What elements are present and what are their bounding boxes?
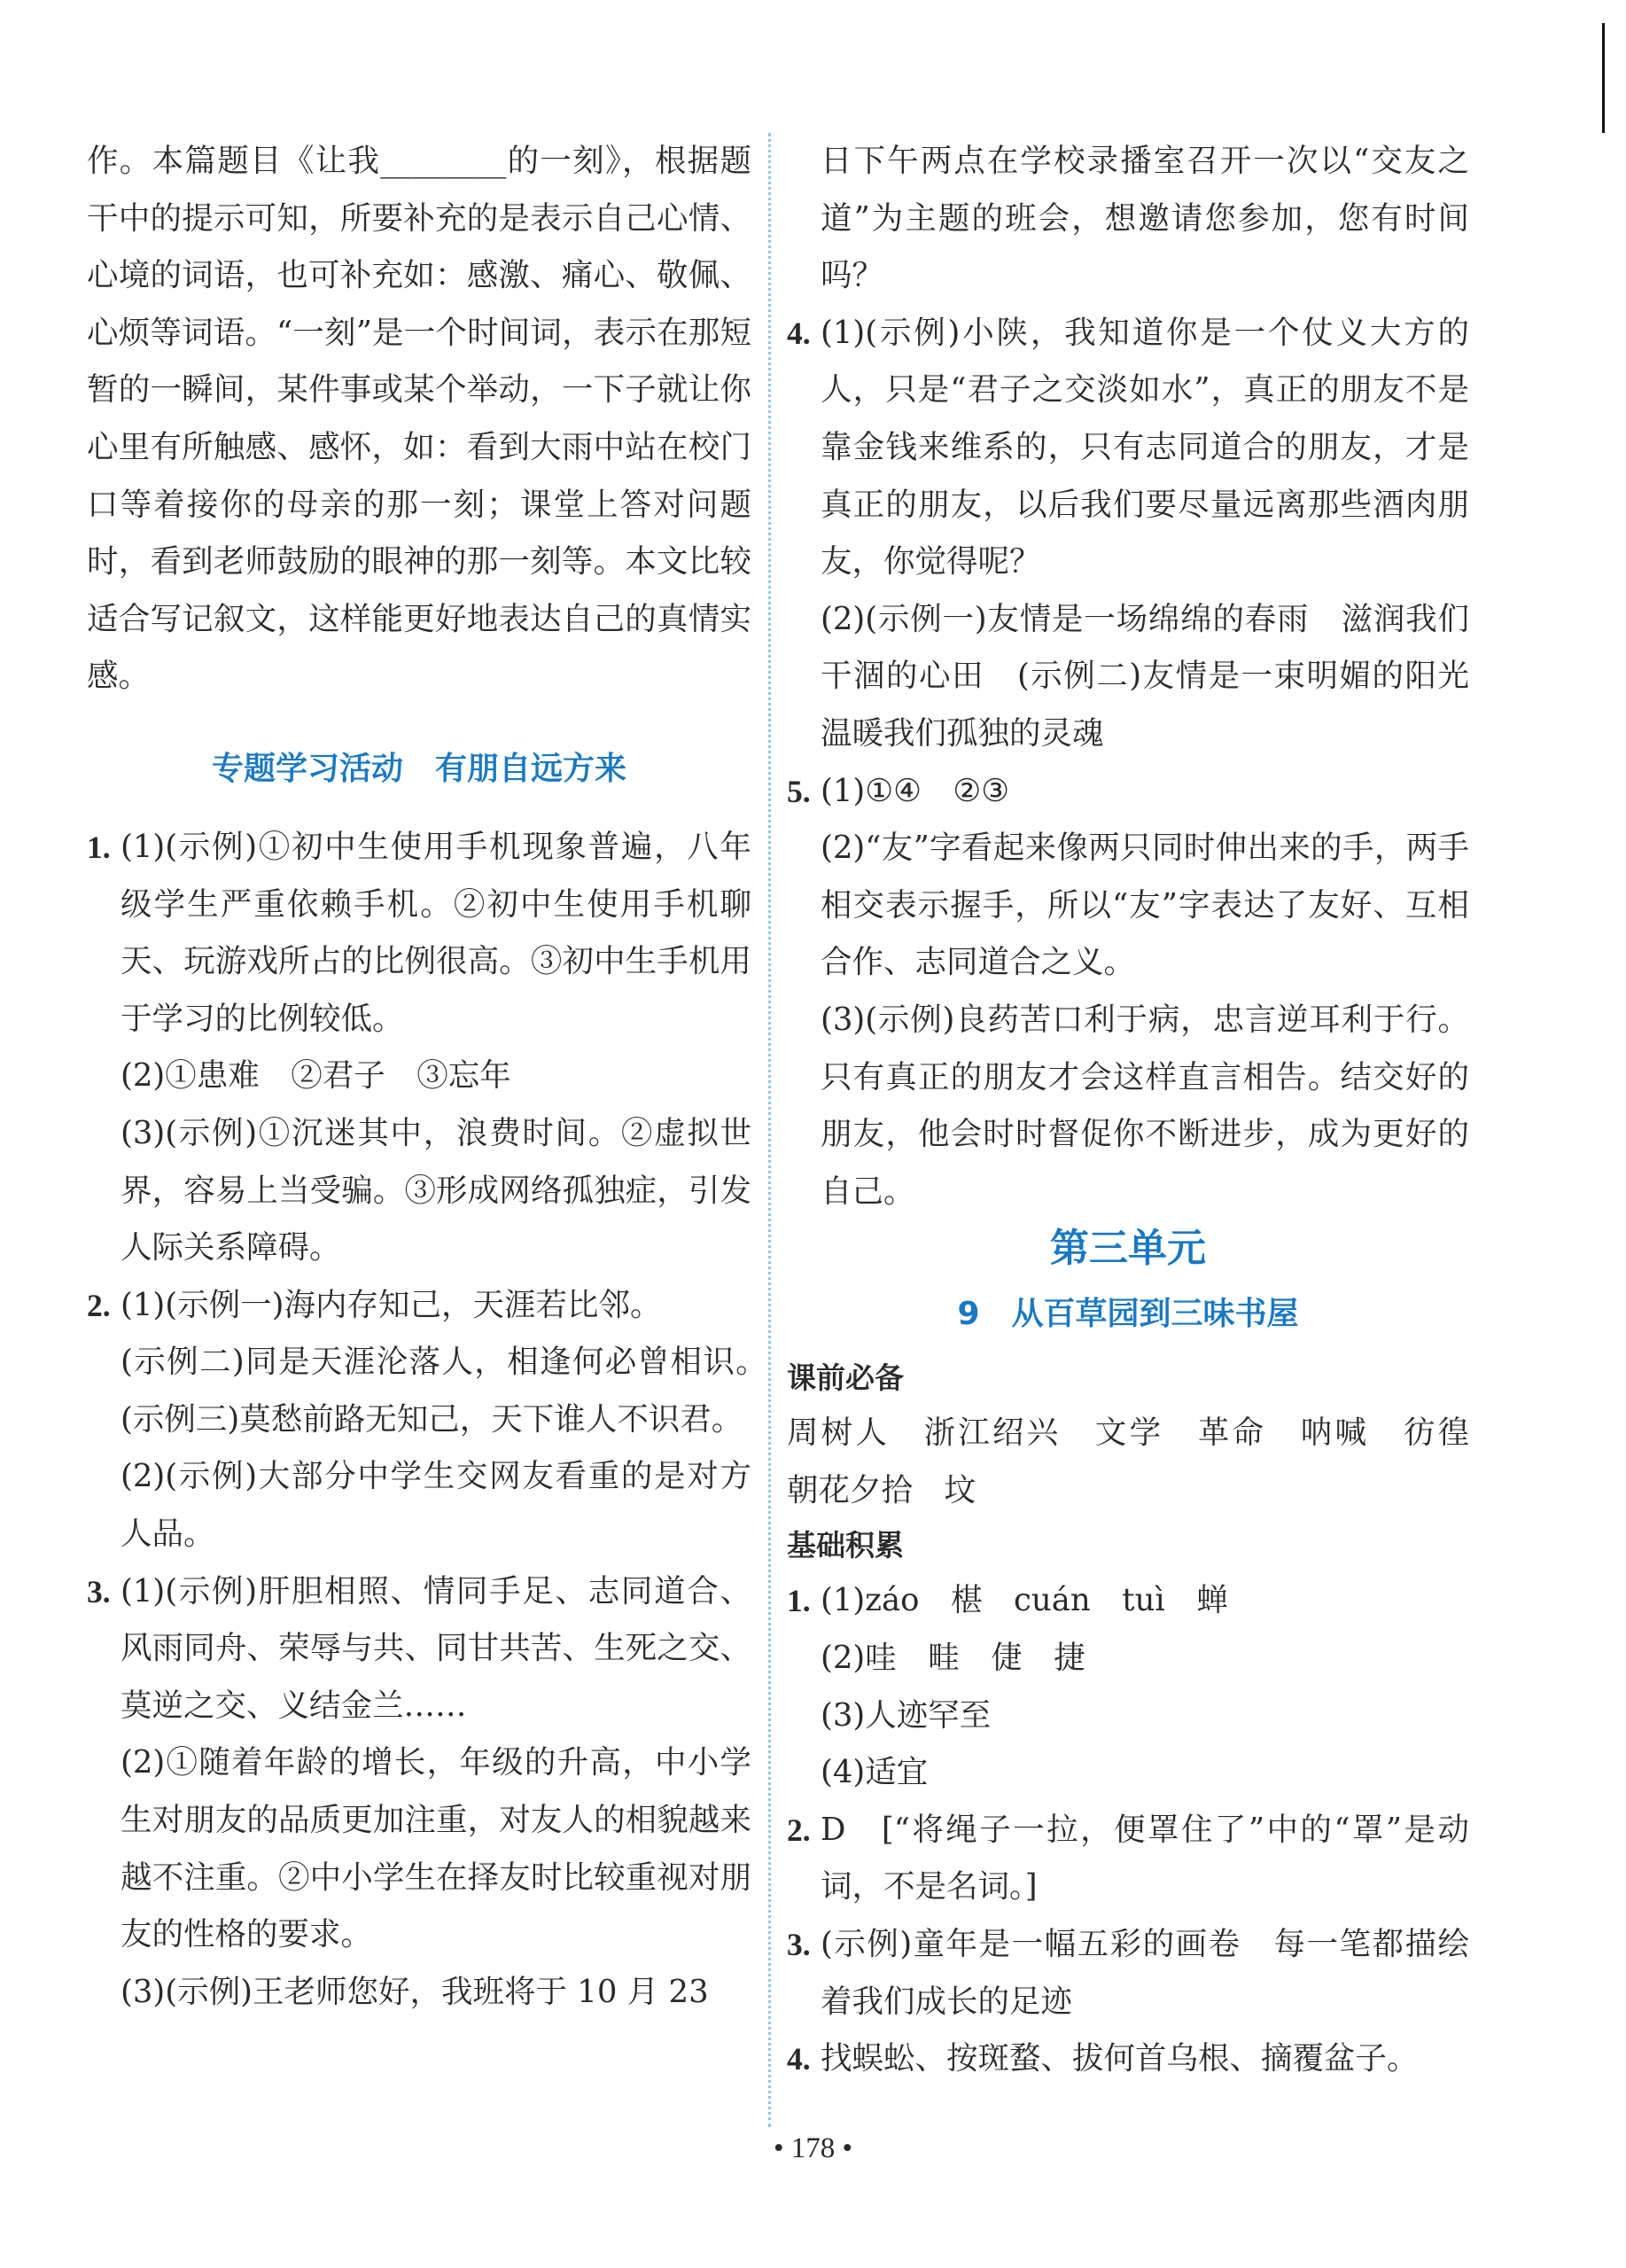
basic-item: [787, 1916, 1469, 2030]
answer-part: (1)(示例)小陕，我知道你是一个仗义大方的人，只是“君子之交淡如水”，真正的朋友不是靠金钱来维系的，只有志同道合的朋友，才是真正的朋友，以后我们要尽量远离那些酒肉朋友，你觉得呢？: [821, 314, 1469, 581]
answer-part: (3)人迹罕至: [821, 1696, 992, 1734]
left-column: [87, 133, 783, 2021]
answer-item: [787, 763, 1469, 1221]
answer-part: (3)(示例)王老师您好，我班将于 10 月 23: [121, 1973, 709, 2010]
item-number: 4.: [787, 315, 811, 351]
basic-label: 基础积累: [787, 1528, 904, 1563]
item-number: 2.: [787, 1812, 811, 1848]
answer-part: (2)(示例)大部分中学生交网友看重的是对方人品。: [121, 1458, 751, 1553]
page-number: • 178 •: [773, 2132, 853, 2164]
basic-item: [787, 1572, 1469, 1801]
item-number: 3.: [787, 1927, 811, 1963]
answer-part: (1)záo 椹 cuán tuì 蝉: [821, 1582, 1228, 1619]
item-number: 2.: [87, 1287, 111, 1323]
answer-item: [87, 1563, 751, 2022]
answer-part: (1)(示例)肝胆相照、情同手足、志同道合、风雨同舟、荣辱与共、同甘共苦、生死之交、莫逆之交、义结金兰……: [121, 1572, 751, 1724]
answer-part: (示例)童年是一幅五彩的画卷 每一笔都描绘着我们成长的足迹: [821, 1926, 1469, 2020]
item-number: 1.: [87, 829, 111, 865]
answer-part: (示例二)同是天涯沦落人，相逢何必曾相识。 (示例三)莫愁前路无知己，天下谁人不识君。: [121, 1344, 783, 1438]
answer-part: (3)(示例)良药苦口利于病，忠言逆耳利于行。只有真正的朋友才会这样直言相告。结交好的朋友，他会时时督促你不断进步，成为更好的自己。: [821, 1001, 1469, 1210]
lesson-title: 9 从百草园到三味书屋: [957, 1296, 1299, 1333]
pre-class-label: 课前必备: [787, 1360, 904, 1396]
answer-item: [787, 305, 1501, 763]
answer-part: (4)适宜: [821, 1754, 929, 1791]
answer-part: D [“将绳子一拉，便罩住了”中的“罩”是动词，不是名词。]: [821, 1811, 1469, 1906]
continued-text: 日下午两点在学校录播室召开一次以“交友之道”为主题的班会，想邀请您参加，您有时间吗？: [821, 143, 1469, 294]
answer-part: (1)①④ ②③: [821, 772, 1010, 809]
pre-class-text: 周树人 浙江绍兴 文学 革命 呐喊 彷徨 朝花夕拾 坟: [787, 1415, 1501, 1508]
answer-part: (2)“友”字看起来像两只同时伸出来的手，两手相交表示握手，所以“友”字表达了友好、互相合作、志同道合之义。: [821, 830, 1469, 981]
answer-part: (2)①患难 ②君子 ③忘年: [121, 1057, 511, 1095]
answer-part: (2)哇 畦 倢 捷: [821, 1640, 1085, 1677]
page-edge-mark: [1602, 23, 1605, 133]
answer-part: (1)(示例一)海内存知己，天涯若比邻。: [121, 1286, 662, 1323]
item-number: 1.: [787, 1583, 811, 1619]
basic-item: [787, 2030, 1469, 2088]
unit-title: 第三单元: [1050, 1226, 1206, 1272]
answer-item: [87, 1277, 783, 1563]
item-number: 5.: [787, 773, 811, 809]
basic-item: [787, 1802, 1469, 1916]
answer-part: (1)(示例)①初中生使用手机现象普遍，八年级学生严重依赖手机。②初中生使用手机聊天、玩游戏所占的比例很高。③初中生手机用于学习的比例较低。: [121, 828, 751, 1037]
answer-item: [87, 819, 751, 1277]
item-number: 3.: [87, 1573, 111, 1609]
answer-part: (3)(示例)①沉迷其中，浪费时间。②虚拟世界，容易上当受骗。③形成网络孤独症，引发人际关系障碍。: [121, 1114, 751, 1266]
intro-paragraph: 作。本篇题目《让我________的一刻》，根据题干中的提示可知，所要补充的是表示自己心情、心境的词语，也可补充如：感激、痛心、敬佩、心烦等词语。“一刻”是一个时间词，表示在那短暂的一瞬间，某件事或某个举动，一下子就让你心里有所触感、感怀，如：看到大雨中站在校门口等着接你的母亲的那一刻；课堂上答对问题时，看到老师鼓励的眼神的那一刻等。本文比较适合写记叙文，这样能更好地表达自己的真情实感。: [87, 143, 751, 695]
column-divider: [768, 133, 771, 2127]
answer-part: (2)①随着年龄的增长，年级的升高，中小学生对朋友的品质更加注重，对友人的相貌越来越不注重。②中小学生在择友时比较重视对朋友的性格的要求。: [121, 1744, 751, 1953]
section-title: 专题学习活动 有朋自远方来: [211, 750, 626, 787]
answer-part: 找蜈蚣、按斑蝥、拔何首乌根、摘覆盆子。: [821, 2040, 1419, 2077]
item-number: 4.: [787, 2041, 811, 2077]
answer-part: (2)(示例一)友情是一场绵绵的春雨 滋润我们干涸的心田 (示例二)友情是一束明媚的阳光 温暖我们孤独的灵魂: [821, 600, 1501, 752]
right-column: [787, 133, 1501, 2088]
